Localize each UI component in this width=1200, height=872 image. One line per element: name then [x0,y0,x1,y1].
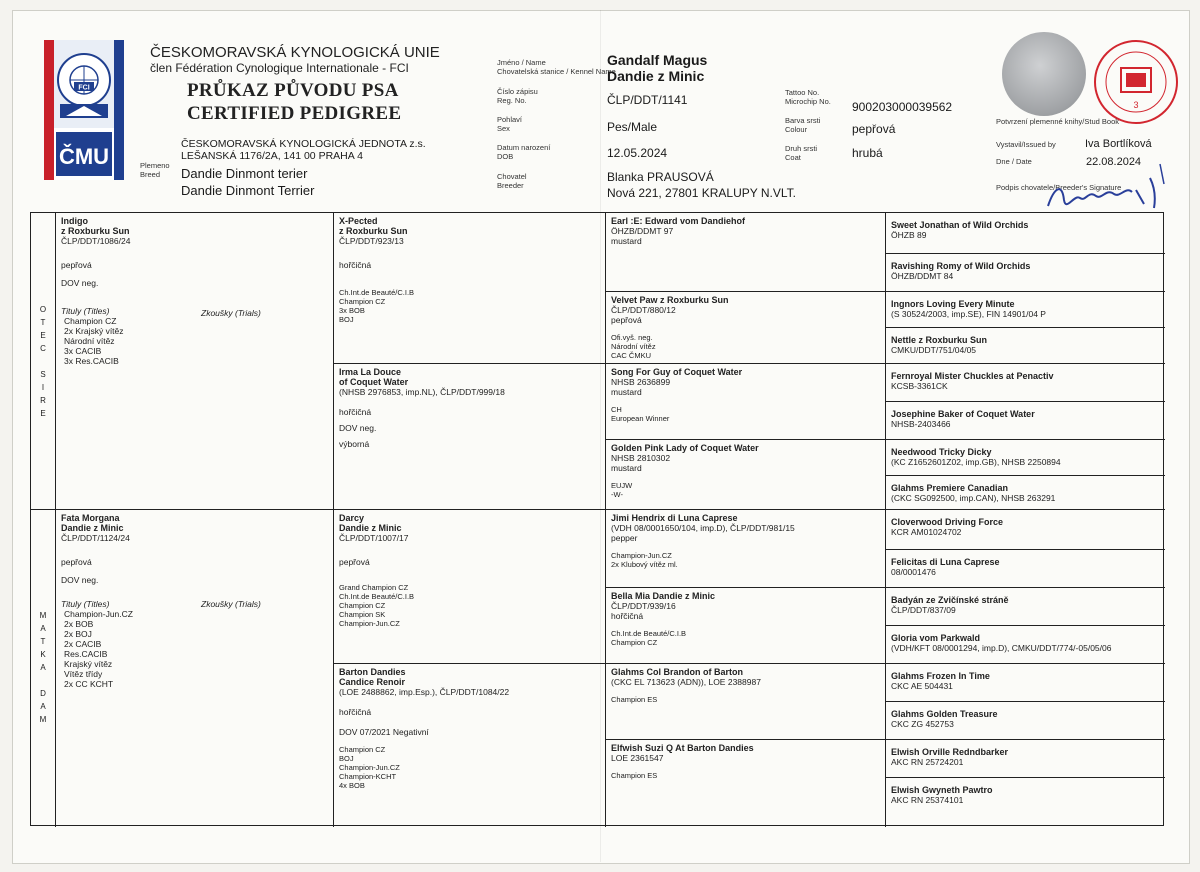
title-entry: Národní vítěz [64,336,115,346]
title-entry: Ch.Int.de Beauté/C.I.B [339,592,415,601]
gen1-sire-titles-label: Tituly (Titles) [61,306,110,316]
title-entry: 4x BOB [339,781,365,790]
org-subtitle: člen Fédération Cynologique Internationale - FCI [150,61,409,75]
title-entry: Champion SK [339,610,386,619]
gen4-cell [886,706,1164,739]
name-label-1: Jméno / Name [497,58,546,67]
gen4-cell [886,668,1164,701]
gen4-reg: ÖHZB 89 [891,230,927,240]
gen4-cell [886,332,1164,363]
gen3-reg: LOE 2361547 [611,753,664,763]
dam-side-letter: M [39,611,47,620]
title-entry: European Winner [611,414,670,423]
title-entry: Ch.Int.de Beauté/C.I.B [611,629,687,638]
breeder-label-1: Chovatel [497,172,527,181]
gen2-2-extra: DOV neg. [339,423,377,433]
title-entry: Národní vítěz [611,342,656,351]
gen4-name: Glahms Golden Treasure [891,709,998,719]
sire-side-letter: I [41,383,45,392]
issued-by-label: Vystavil/Issued by [996,140,1056,149]
studbook-stamp [1092,38,1180,126]
gen2-2-name: Irma La Douce [339,367,402,377]
gen2-1-reg: ČLP/DDT/923/13 [339,236,404,246]
title-entry: Ch.Int.de Beauté/C.I.B [339,288,415,297]
gen1-sire-name: Indigo [61,216,88,226]
sex-label-2: Sex [497,124,510,133]
gen1-dam-trials-label: Zkoušky (Trials) [201,599,261,609]
gen2-4-name: Barton Dandies [339,667,406,677]
dam-side-letter: A [40,702,46,711]
gen3-reg: ÖHZB/DDMT 97 [611,226,674,236]
gen4-cell [886,406,1164,439]
gen2-4-titles [339,745,599,790]
issued-by: Iva Bortlíková [1085,138,1152,150]
gen4-reg: (CKC SG092500, imp.CAN), NHSB 263291 [891,493,1056,503]
gen1-dam-titles [61,609,327,689]
dog-kennel: Dandie z Minic [607,68,705,84]
tattoo-label-2: Microchip No. [785,97,831,106]
title-entry: -W- [611,490,623,499]
gen4-cell [886,744,1164,777]
signature-label: Podpis chovatele/Breeder's Signature [996,183,1122,192]
breeder-name: Blanka PRAUSOVÁ [607,170,714,184]
gen4-reg: (KC Z1652601Z02, imp.GB), NHSB 2250894 [891,457,1061,467]
gen1-sire-colour: pepřová [61,260,92,270]
gen4-name: Badyán ze Zvičínské stráně [891,595,1009,605]
gen3-name: Song For Guy of Coquet Water [611,367,743,377]
title-entry: Champion-KCHT [339,772,397,781]
dam-side-letter: K [40,650,46,659]
gen3-cell [606,588,884,663]
sire-side-letter: E [40,331,46,340]
title-entry: 2x CC KCHT [64,679,114,689]
title-entry: 2x BOJ [64,629,92,639]
tattoo-label-1: Tattoo No. [785,88,820,97]
title-entry: Ofi.vyš. neg. [611,333,653,342]
org-name: ČESKOMORAVSKÁ KYNOLOGICKÁ UNIE [150,44,440,61]
dam-side-letter: T [40,637,46,646]
reg-label-1: Číslo zápisu [497,87,538,96]
gen2-2-kennel: of Coquet Water [339,377,409,387]
pedigree-table [30,212,1164,826]
gen2-4-extra: DOV 07/2021 Negativní [339,727,429,737]
dog-dob: 12.05.2024 [607,146,668,160]
gen2-2-colour: hořčičná [339,407,372,417]
gen4-name: Fernroyal Mister Chuckles at Penactiv [891,371,1054,381]
gen2-3-reg: ČLP/DDT/1007/17 [339,533,409,543]
coat-label-2: Coat [785,153,801,162]
sire-side-letter: C [40,344,46,353]
gen3-colour: pepřová [611,315,642,325]
svg-text:FCI: FCI [78,84,90,92]
dog-coat: hrubá [852,146,883,160]
gen3-cell [606,664,884,739]
gen2-cell-3 [334,510,604,663]
gen2-1-titles [339,288,599,324]
breed-en: Dandie Dinmont Terrier [181,183,315,198]
dob-label-2: DOB [497,152,514,161]
gen4-name: Josephine Baker of Coquet Water [891,409,1035,419]
gen1-sire-cell [56,213,332,509]
gen1-sire-kennel: z Roxburku Sun [61,226,130,236]
gen3-reg: (CKC EL 713623 (ADN)), LOE 2388987 [611,677,761,687]
gen1-dam-reg: ČLP/DDT/1124/24 [61,533,130,543]
gen4-reg: AKC RN 25724201 [891,757,964,767]
gen2-3-titles [339,583,599,628]
gen4-name: Elwish Orville Redndbarker [891,747,1009,757]
dob-label-1: Datum narození [497,143,551,152]
gen1-sire-trials-label: Zkoušky (Trials) [201,308,261,318]
title-entry: Krajský vítěz [64,659,113,669]
title-entry: Champion CZ [339,601,386,610]
gen2-cell-2 [334,364,604,509]
gen3-cell [606,440,884,510]
title-entry: Champion ES [611,771,658,780]
gen4-reg: (VDH/KFT 08/0001294, imp.D), CMKU/DDT/774/-05/05/06 [891,643,1112,653]
name-label-2: Chovatelská stanice / Kennel Name [497,67,616,76]
title-entry: 3x Res.CACIB [64,356,119,366]
gen2-3-colour: pepřová [339,557,370,567]
title-entry: CAC ČMKU [611,351,652,360]
sire-side-letter: R [40,396,46,405]
gen4-reg: ČLP/DDT/837/09 [891,605,956,615]
gen4-name: Needwood Tricky Dicky [891,447,992,457]
dog-reg-no: ČLP/DDT/1141 [607,93,688,107]
gen2-1-name: X-Pected [339,216,378,226]
breeder-address: Nová 221, 27801 KRALUPY N.VLT. [607,186,796,200]
gen4-reg: CKC AE 504431 [891,681,953,691]
gen4-cell [886,782,1164,826]
gen4-reg: AKC RN 25374101 [891,795,964,805]
gen4-reg: KCR AM01024702 [891,527,962,537]
gen4-cell [886,217,1164,253]
sire-side-letter: O [39,305,47,314]
gen4-name: Sweet Jonathan of Wild Orchids [891,220,1029,230]
gen4-name: Glahms Frozen In Time [891,671,990,681]
gen3-colour: mustard [611,387,642,397]
gen3-cell [606,510,884,587]
gen1-dam-dov: DOV neg. [61,575,99,585]
gen3-name: Jimi Hendrix di Luna Caprese [611,513,738,523]
microchip-number: 900203000039562 [852,100,953,114]
gen4-name: Nettle z Roxburku Sun [891,335,988,345]
gen4-cell [886,480,1164,509]
gen1-sire-reg: ČLP/DDT/1086/24 [61,236,131,246]
gen3-reg: ČLP/DDT/880/12 [611,305,676,315]
title-entry: 2x CACIB [64,639,102,649]
gen1-dam-titles-label: Tituly (Titles) [61,599,110,609]
dam-side-letter: A [40,624,46,633]
sire-side-letter: T [40,318,46,327]
title-entry: 3x CACIB [64,346,102,356]
dam-side-letter: A [40,663,46,672]
gen3-colour: mustard [611,463,642,473]
title-entry: 2x Klubový vítěz ml. [611,560,678,569]
gen4-reg: NHSB-2403466 [891,419,951,429]
svg-text:ČMU: ČMU [58,144,110,169]
gen4-reg: (S 30524/2003, imp.SE), FIN 14901/04 P [891,309,1046,319]
gen2-3-kennel: Dandie z Minic [339,523,402,533]
title-entry: Champion ES [611,695,658,704]
gen4-cell [886,444,1164,475]
dog-name: Gandalf Magus [607,52,708,68]
stamp-number: 3 [1133,100,1139,110]
title-cz: PRŮKAZ PŮVODU PSA [187,80,399,101]
date-label: Dne / Date [996,157,1032,166]
gen3-name: Velvet Paw z Roxburku Sun [611,295,729,305]
embossed-seal [1002,32,1086,116]
gen2-1-kennel: z Roxburku Sun [339,226,408,236]
gen2-2-extra2: výborná [339,439,370,449]
title-entry: Grand Champion CZ [339,583,409,592]
gen3-reg: NHSB 2636899 [611,377,671,387]
dog-sex: Pes/Male [607,120,658,134]
title-entry: 2x Krajský vítěz [64,326,124,336]
breed-cz: Dandie Dinmont terier [181,166,308,181]
issue-date: 22.08.2024 [1086,156,1142,168]
sex-label-1: Pohlaví [497,115,523,124]
gen3-cell [606,364,884,439]
gen3-reg: NHSB 2810302 [611,453,671,463]
gen3-colour: mustard [611,236,642,246]
title-entry: Champion-Jun.CZ [339,619,400,628]
dam-side-letter: D [40,689,46,698]
gen3-reg: (VDH 08/0001650/104, imp.D), ČLP/DDT/981/15 [611,523,795,533]
title-entry: Champion-Jun.CZ [611,551,672,560]
sire-side-letter: S [40,370,46,379]
reg-label-2: Reg. No. [497,96,527,105]
gen3-colour: pepper [611,533,638,543]
dog-colour: pepřová [852,122,896,136]
gen3-cell [606,213,884,291]
gen4-cell [886,296,1164,327]
gen3-name: Glahms Col Brandon of Barton [611,667,744,677]
sire-side-letter: E [40,409,46,418]
title-entry: Res.CACIB [64,649,108,659]
colour-label-2: Colour [785,125,808,134]
title-entry: Champion CZ [64,316,117,326]
title-entry: 2x BOB [64,619,94,629]
gen2-cell-1 [334,213,604,363]
gen1-dam-name: Fata Morgana [61,513,120,523]
gen3-name: Golden Pink Lady of Coquet Water [611,443,759,453]
dam-side-letter [31,674,55,687]
gen4-name: Felicitas di Luna Caprese [891,557,1000,567]
gen2-4-colour: hořčičná [339,707,372,717]
gen3-name: Bella Mia Dandie z Minic [611,591,716,601]
club-line-1: ČESKOMORAVSKÁ KYNOLOGICKÁ JEDNOTA z.s. [181,138,426,150]
coat-label-1: Druh srsti [785,144,818,153]
title-entry: BOJ [339,754,354,763]
gen4-name: Ingnors Loving Every Minute [891,299,1015,309]
gen4-reg: KCSB-3361CK [891,381,948,391]
breeder-signature [1040,160,1170,220]
gen1-sire-dov: DOV neg. [61,278,99,288]
title-en: CERTIFIED PEDIGREE [187,103,402,124]
gen2-1-colour: hořčičná [339,260,372,270]
gen3-name: Earl :E: Edward vom Dandiehof [611,216,746,226]
sire-side-letter [31,355,55,368]
gen4-cell [886,258,1164,291]
breed-label-2: Breed [140,170,161,179]
gen4-cell [886,554,1164,587]
gen4-name: Glahms Premiere Canadian [891,483,1009,493]
title-entry: Champion CZ [339,297,386,306]
cmku-logo [44,40,124,180]
title-entry: CH [611,405,622,414]
gen1-dam-kennel: Dandie z Minic [61,523,124,533]
gen2-cell-4 [334,664,604,826]
title-entry: EUJW [611,481,633,490]
gen1-dam-cell [56,510,332,826]
gen4-cell [886,368,1164,401]
gen3-name: Elfwish Suzi Q At Barton Dandies [611,743,754,753]
title-entry: Champion CZ [611,638,658,647]
club-line-2: LEŠANSKÁ 1176/2A, 141 00 PRAHA 4 [181,150,363,162]
gen3-cell [606,740,884,826]
gen4-reg: CKC ZG 452753 [891,719,954,729]
gen3-reg: ČLP/DDT/939/16 [611,601,676,611]
gen2-3-name: Darcy [339,513,365,523]
colour-label-1: Barva srsti [785,116,821,125]
gen4-name: Cloverwood Driving Force [891,517,1004,527]
title-entry: Champion-Jun.CZ [339,763,400,772]
gen4-reg: 08/0001476 [891,567,936,577]
gen4-name: Elwish Gwyneth Pawtro [891,785,993,795]
sire-side-label [31,303,55,420]
gen3-colour: hořčičná [611,611,644,621]
title-entry: BOJ [339,315,354,324]
breed-label-1: Plemeno [140,161,170,170]
gen4-cell [886,592,1164,625]
gen4-reg: CMKU/DDT/751/04/05 [891,345,977,355]
title-entry: 3x BOB [339,306,365,315]
gen1-dam-colour: pepřová [61,557,92,567]
gen2-4-reg: (LOE 2488862, imp.Esp.), ČLP/DDT/1084/22 [339,687,510,697]
breeder-label-2: Breeder [497,181,524,190]
dam-side-label [31,609,55,726]
gen2-4-kennel: Candice Renoir [339,677,406,687]
title-entry: Champion-Jun.CZ [64,609,133,619]
studbook-label: Potvrzení plemenné knihy/Stud Book [996,117,1119,126]
dam-side-letter: M [39,715,47,724]
gen2-2-reg: (NHSB 2976853, imp.NL), ČLP/DDT/999/18 [339,387,505,397]
gen4-reg: ÖHZB/DDMT 84 [891,271,954,281]
gen4-cell [886,514,1164,549]
title-entry: Champion CZ [339,745,386,754]
title-entry: Vítěz třídy [64,669,103,679]
gen4-name: Ravishing Romy of Wild Orchids [891,261,1031,271]
gen4-name: Gloria vom Parkwald [891,633,981,643]
gen3-cell [606,292,884,363]
gen4-cell [886,630,1164,663]
gen1-sire-titles [61,316,327,366]
